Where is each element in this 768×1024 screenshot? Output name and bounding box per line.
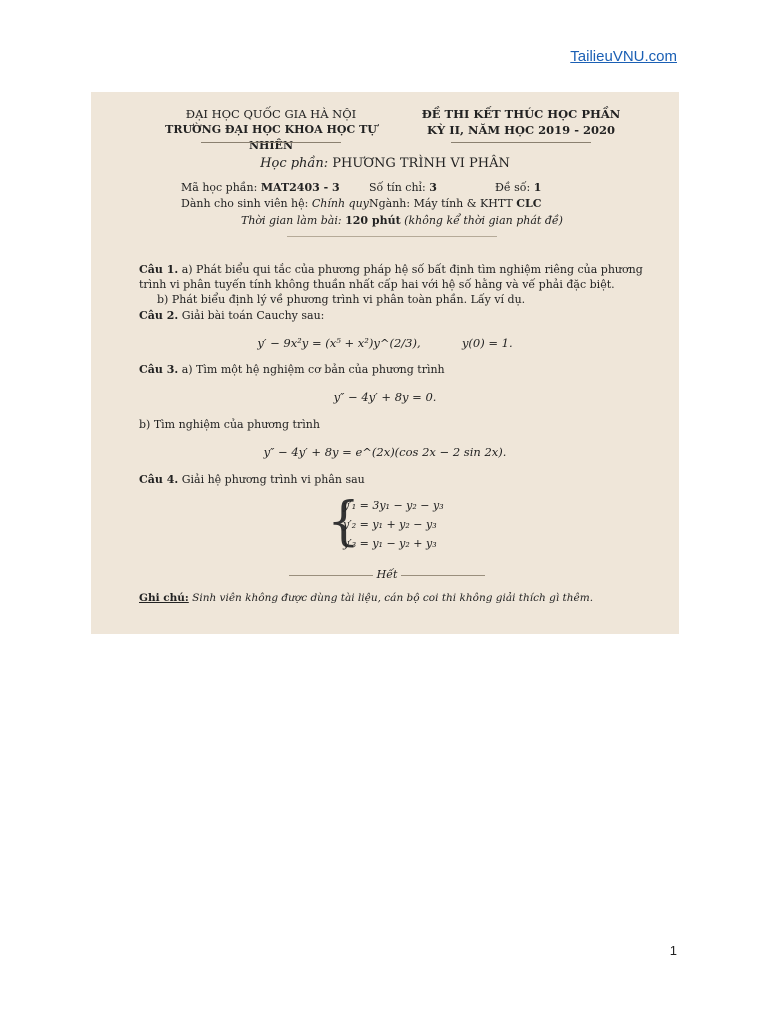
- question-3a-text: a) Tìm một hệ nghiệm cơ bản của phương trình: [181, 363, 445, 376]
- question-3b: [139, 417, 659, 432]
- exam-note: [139, 592, 593, 604]
- header-divider-right: [451, 142, 591, 143]
- credits-label: Số tín chỉ:: [369, 181, 426, 194]
- question-1b-text: b) Phát biểu định lý về phương trình vi phân toàn phần. Lấy ví dụ.: [157, 293, 526, 306]
- course-code: [181, 180, 340, 195]
- code-label: Mã học phần:: [181, 181, 258, 194]
- duration-label: Thời gian làm bài:: [241, 214, 342, 227]
- end-mark-text: Hết: [376, 568, 398, 581]
- credits-value: 3: [429, 181, 437, 194]
- question-3b-text: b) Tìm nghiệm của phương trình: [139, 418, 320, 431]
- question-3b-equation: y″ − 4y′ + 8y = e^(2x)(cos 2x − 2 sin 2x).: [263, 445, 507, 459]
- exam-number: [495, 180, 541, 195]
- exam-term: KỲ II, NĂM HỌC 2019 - 2020: [427, 123, 615, 137]
- end-mark: [277, 568, 497, 581]
- student-type-label: Dành cho sinh viên hệ:: [181, 197, 309, 210]
- code-value: MAT2403 - 3: [260, 181, 340, 194]
- credits: [369, 180, 437, 195]
- system-brace: {: [327, 492, 361, 552]
- course-name: PHƯƠNG TRÌNH VI PHÂN: [332, 156, 510, 171]
- system-equation-2: y′₂ = y₁ + y₂ − y₃: [343, 518, 437, 531]
- header-divider-left: [201, 142, 341, 143]
- exam-title: ĐỀ THI KẾT THÚC HỌC PHẦN: [421, 107, 621, 121]
- question-4-label: Câu 4.: [139, 473, 179, 486]
- question-3-label: Câu 3.: [139, 363, 179, 376]
- question-1-label: Câu 1.: [139, 263, 179, 276]
- system-equation-3: y′₃ = y₁ − y₂ + y₃: [343, 537, 437, 550]
- site-link[interactable]: TailieuVNU.com: [570, 48, 677, 65]
- info-divider: [287, 236, 497, 237]
- differential-system: [343, 496, 444, 553]
- exam-paper-image: [91, 92, 679, 634]
- question-1: [139, 262, 659, 292]
- question-4: [139, 472, 659, 487]
- cauchy-equation: y′ − 9x²y = (x⁵ + x²)y^(2/3),: [257, 336, 421, 350]
- question-3a-equation: y″ − 4y′ + 8y = 0.: [333, 390, 437, 404]
- question-3: [139, 362, 659, 377]
- course-label: Học phần:: [260, 156, 329, 171]
- exam-number-value: 1: [533, 181, 542, 194]
- faculty-name: TRƯỜNG ĐẠI HỌC KHOA HỌC TỰ NHIÊN: [165, 123, 377, 152]
- duration-note: (không kể thời gian phát đề): [404, 214, 563, 227]
- duration-value: 120 phút: [345, 214, 401, 227]
- question-2-label: Câu 2.: [139, 309, 179, 322]
- page-number: 1: [669, 943, 677, 958]
- note-label: Ghi chú:: [139, 592, 189, 604]
- cauchy-initial-condition: y(0) = 1.: [461, 336, 513, 350]
- question-2-equation: [91, 336, 679, 350]
- course-title: [91, 156, 679, 171]
- question-2-text: Giải bài toán Cauchy sau:: [181, 309, 325, 322]
- major-suffix: CLC: [516, 197, 542, 210]
- question-1a-text: a) Phát biểu qui tắc của phương pháp hệ số bất định tìm nghiệm riêng của phương trình vi phân tuyến tính không thuần nhất cấp hai với hệ số hằng và vế phải đặc biệt.: [139, 263, 643, 291]
- exam-number-label: Đề số:: [495, 181, 531, 194]
- exam-header: [411, 106, 631, 138]
- system-equation-1: y′₁ = 3y₁ − y₂ − y₃: [343, 499, 444, 512]
- major: [369, 196, 541, 211]
- major-label: Ngành:: [369, 197, 411, 210]
- question-4-text: Giải hệ phương trình vi phân sau: [181, 473, 365, 486]
- question-2: [139, 308, 659, 323]
- exam-duration: [241, 213, 563, 228]
- university-header: [161, 106, 381, 154]
- note-text: Sinh viên không được dùng tài liệu, cán bộ coi thi không giải thích gì thêm.: [192, 592, 594, 604]
- student-type-value: Chính quy: [311, 197, 369, 210]
- student-type: [181, 196, 369, 211]
- question-1b: [157, 292, 657, 307]
- major-value: Máy tính & KHTT: [413, 197, 513, 210]
- university-name: ĐẠI HỌC QUỐC GIA HÀ NỘI: [185, 107, 357, 121]
